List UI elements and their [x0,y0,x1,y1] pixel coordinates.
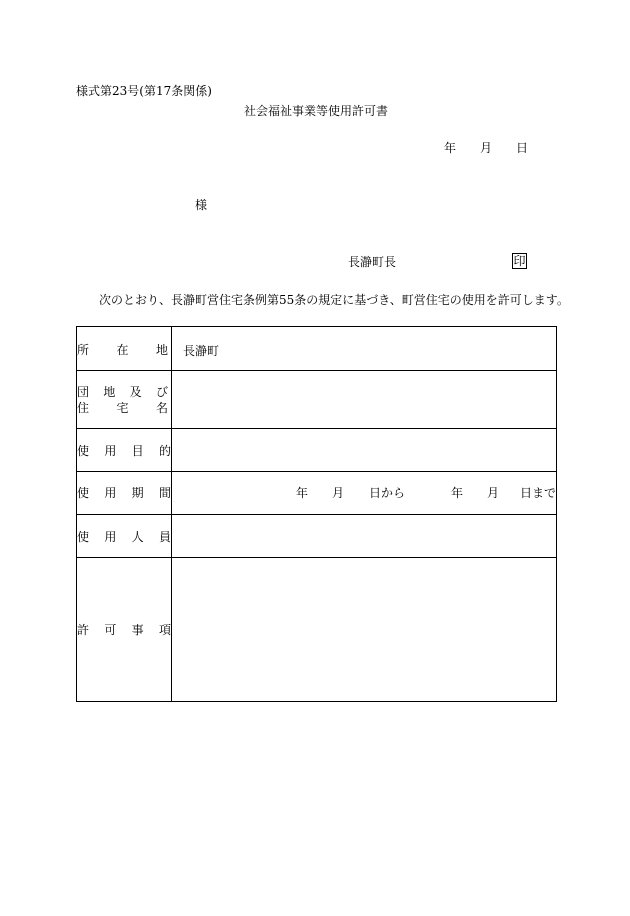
location-label-char-2: 在 [116,343,129,357]
seal-mark [512,253,527,269]
location-label-char-3: 地 [155,343,168,357]
period-label-char-1: 使 [77,486,90,500]
table-row-period [77,472,556,515]
housing-name-label-char-6: 宅 [116,401,129,415]
purpose-label [77,429,172,471]
housing-name-label [77,371,172,428]
table-row-permission-items [77,558,556,701]
addressee-suffix: 様 [195,198,208,212]
location-label [77,327,172,370]
table-row-users [77,515,556,558]
period-label-char-2: 用 [104,486,117,500]
period-label-char-4: 間 [158,486,171,500]
purpose-label-char-4: 的 [158,444,171,458]
permission-items-label [77,558,172,701]
housing-name-label-char-2: 地 [103,385,116,399]
location-value: 長瀞町 [183,344,220,358]
period-label-char-3: 期 [131,486,144,500]
permit-table [76,326,557,702]
period-end-year: 年 [451,486,464,500]
permission-items-label-char-2: 可 [104,623,117,637]
period-start-day: 日から [369,486,406,500]
users-label-char-2: 用 [104,530,117,544]
purpose-label-char-1: 使 [77,444,90,458]
date-month-label: 月 [480,141,493,155]
users-label-char-3: 人 [131,530,144,544]
body-text: 次のとおり、長瀞町営住宅条例第55条の規定に基づき、町営住宅の使用を許可します。 [99,293,569,307]
seal-mark-text: 印 [513,254,526,268]
purpose-label-char-3: 目 [131,444,144,458]
housing-name-label-char-4: び [155,385,168,399]
users-label [77,515,172,557]
table-row-housing-name [77,371,556,429]
purpose-label-char-2: 用 [104,444,117,458]
users-label-char-4: 員 [158,530,171,544]
document-title: 社会福祉事業等使用許可書 [244,104,389,118]
permission-items-label-char-3: 事 [131,623,144,637]
location-label-char-1: 所 [77,343,90,357]
period-end-day: 日まで [520,486,557,500]
form-number: 様式第23号(第17条関係) [76,84,212,98]
users-label-char-1: 使 [77,530,90,544]
period-start-year: 年 [296,486,309,500]
housing-name-label-char-1: 団 [77,385,90,399]
date-day-label: 日 [516,141,529,155]
issuer-name: 長瀞町長 [348,255,397,269]
housing-name-label-char-7: 名 [155,401,168,415]
date-year-label: 年 [444,141,457,155]
permission-items-label-char-4: 項 [158,623,171,637]
period-start-month: 月 [332,486,345,500]
period-label [77,472,172,514]
permission-items-label-char-1: 許 [77,623,90,637]
housing-name-label-char-5: 住 [77,401,90,415]
period-end-month: 月 [487,486,500,500]
table-row-location [77,327,556,371]
table-row-purpose [77,429,556,472]
housing-name-label-char-3: 及 [129,385,142,399]
